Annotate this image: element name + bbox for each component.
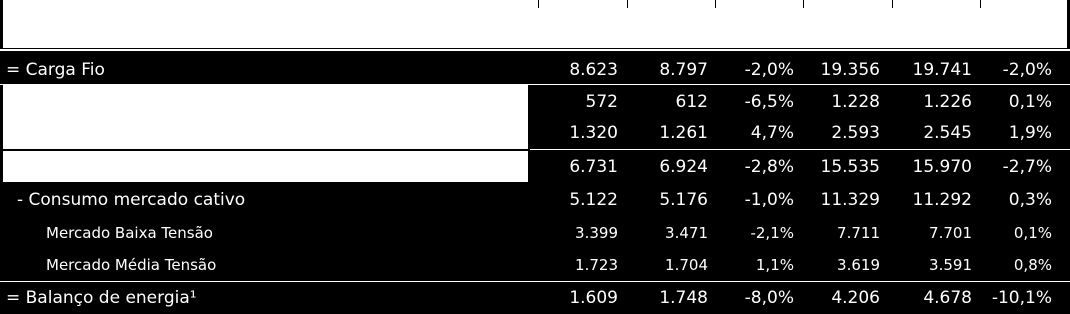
table-row	[0, 283, 1070, 313]
row-label: Mercado Baixa Tensão	[46, 223, 213, 242]
table-cell: 2.593	[831, 123, 880, 143]
table-cell: 19.356	[820, 60, 880, 80]
table-row	[0, 249, 1070, 280]
table-cell: 11.329	[820, 189, 880, 210]
table-cell: 1.704	[665, 255, 708, 274]
table-cell: 4,7%	[750, 123, 794, 143]
table-cell: 6.924	[659, 156, 708, 177]
table-row	[0, 55, 1070, 85]
table-cell: 0,8%	[1013, 255, 1052, 274]
header-divider	[538, 0, 539, 8]
table-cell: 8.623	[569, 60, 618, 80]
table-cell: -2,8%	[744, 156, 794, 177]
table-cell: 19.741	[912, 60, 972, 80]
table-row	[0, 151, 1070, 182]
table-cell: 1,9%	[1008, 123, 1052, 143]
table-cell: 3.399	[575, 223, 618, 242]
table-row	[0, 184, 1070, 215]
table-cell: 1.609	[569, 288, 618, 308]
table-cell: 15.535	[820, 156, 880, 177]
row-label: - Consumo mercado cativo	[17, 189, 246, 210]
table-cell: 11.292	[912, 189, 972, 210]
table-cell: 0,1%	[1008, 92, 1052, 112]
table-row	[0, 118, 1070, 148]
table-cell: -8,0%	[744, 288, 794, 308]
table-cell: 1.228	[831, 92, 880, 112]
table-cell: 7.711	[837, 223, 880, 242]
table-cell: -10,1%	[991, 288, 1052, 308]
table-cell: 0,1%	[1013, 223, 1052, 242]
table-cell: 0,3%	[1008, 189, 1052, 210]
table-cell: 2.545	[923, 123, 972, 143]
header-rule	[0, 49, 1070, 51]
table-cell: 3.619	[837, 255, 880, 274]
row-label: = Balanço de energia¹	[6, 288, 197, 308]
table-cell: -2,0%	[744, 60, 794, 80]
row-label: Mercado Média Tensão	[46, 255, 217, 274]
table-cell: 1.226	[923, 92, 972, 112]
table-cell: 1.320	[569, 123, 618, 143]
table-cell: -2,0%	[1002, 60, 1052, 80]
table-cell: 15.970	[912, 156, 972, 177]
table-cell: 4.678	[923, 288, 972, 308]
table-cell: 1.723	[575, 255, 618, 274]
table-cell: 5.122	[569, 189, 618, 210]
header-divider	[627, 0, 628, 8]
header-divider	[980, 0, 981, 8]
table-row	[0, 87, 1070, 117]
table-cell: -2,7%	[1002, 156, 1052, 177]
table-header	[3, 0, 1067, 48]
table-row	[0, 217, 1070, 248]
table-cell: 4.206	[831, 288, 880, 308]
header-divider	[803, 0, 804, 8]
table-cell: 7.701	[929, 223, 972, 242]
table-cell: 6.731	[569, 156, 618, 177]
table-cell: 1.748	[659, 288, 708, 308]
header-divider	[715, 0, 716, 8]
table-cell: 3.591	[929, 255, 972, 274]
row-label: = Carga Fio	[6, 60, 105, 80]
table-cell: -2,1%	[750, 223, 794, 242]
table-cell: 8.797	[659, 60, 708, 80]
table-cell: 612	[675, 92, 708, 112]
table-cell: -6,5%	[744, 92, 794, 112]
table-cell: 1.261	[659, 123, 708, 143]
table-cell: 5.176	[659, 189, 708, 210]
table-cell: 572	[585, 92, 618, 112]
table-cell: 1,1%	[755, 255, 794, 274]
table-cell: 3.471	[665, 223, 708, 242]
row-rule	[530, 149, 1070, 150]
header-divider	[892, 0, 893, 8]
table-cell: -1,0%	[744, 189, 794, 210]
row-rule	[0, 281, 1070, 282]
